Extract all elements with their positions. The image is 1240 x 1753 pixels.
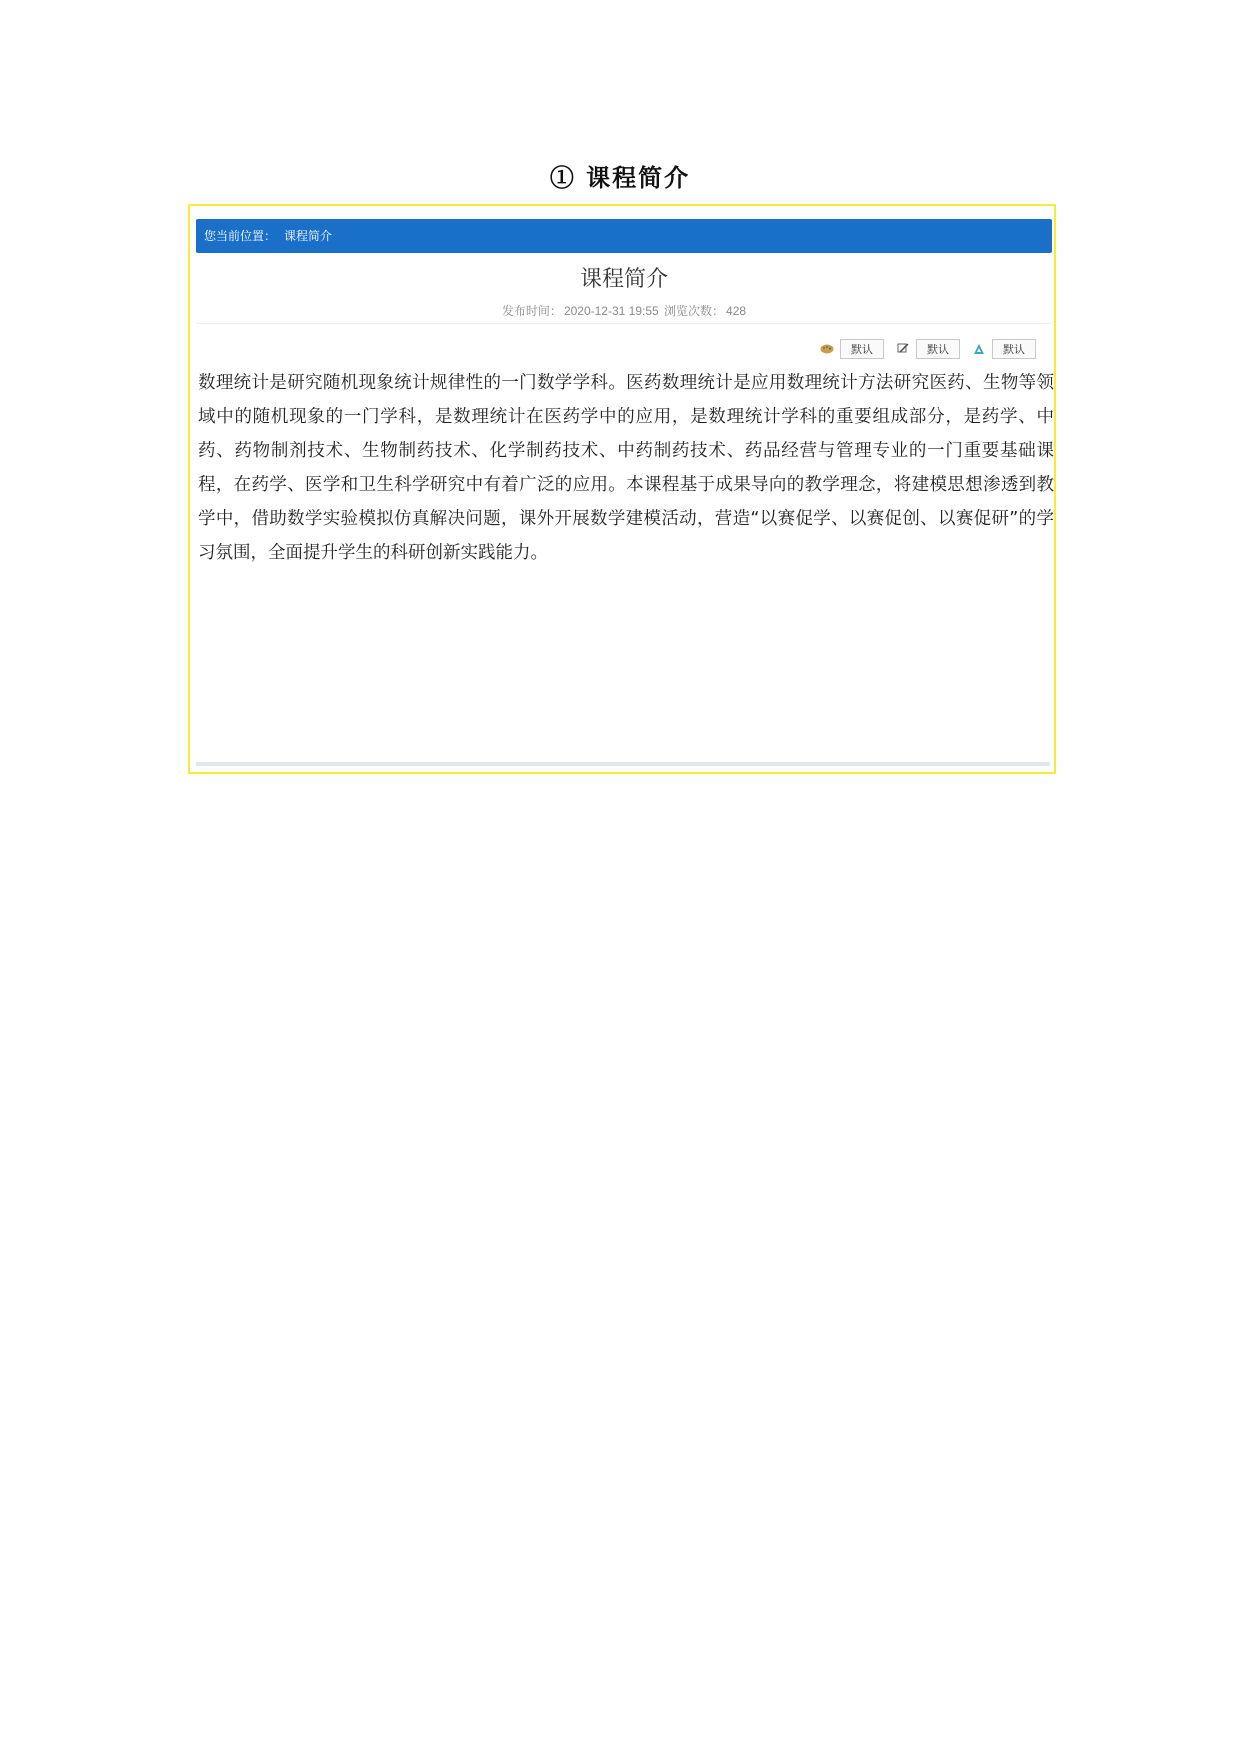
publish-label: 发布时间： <box>501 304 562 318</box>
section-heading: ① 课程简介 <box>549 163 691 192</box>
views-count: 428 <box>726 304 747 318</box>
publish-time: 2020-12-31 19:55 <box>563 304 659 318</box>
reading-toolbar <box>820 338 1042 360</box>
divider <box>196 323 1052 324</box>
palette-icon <box>820 342 834 356</box>
pen-icon <box>896 342 910 356</box>
background-select[interactable]: 默认 <box>840 339 884 359</box>
breadcrumb <box>196 219 1052 253</box>
webpage-screenshot <box>196 212 1054 766</box>
article-title: 课程简介 <box>579 266 668 291</box>
screenshot-frame <box>188 204 1056 774</box>
size-select[interactable]: 默认 <box>992 339 1036 359</box>
article-body: 数理统计是研究随机现象统计规律性的一门数学学科。医药数理统计是应用数理统计方法研究医药、生物等领域中的随机现象的一门学科，是数理统计在医药学中的应用，是数理统计学科的重要组成部分，是药学、中药、药物制剂技术、生物制药技术、化学制药技术、中药制药技术、药品经营与管理专业的一门重要基础课程，在药学、医学和卫生科学研究中有着广泛的应用。本课程基于成果导向的教学理念，将建模思想渗透到教学中，借助数学实验模拟仿真解决问题，课外开展数学建模活动，营造“以赛促学、以赛促创、以赛促研”的学习氛围，全面提升学生的科研创新实践能力。 <box>198 373 1054 563</box>
views-label: 浏览次数： <box>664 304 725 318</box>
font-select[interactable]: 默认 <box>916 339 960 359</box>
bottom-border <box>196 762 1050 766</box>
breadcrumb-prefix: 您当前位置： <box>204 229 277 243</box>
article-meta <box>196 302 1052 319</box>
breadcrumb-current[interactable]: 课程简介 <box>284 229 333 243</box>
font-size-icon <box>972 342 986 356</box>
